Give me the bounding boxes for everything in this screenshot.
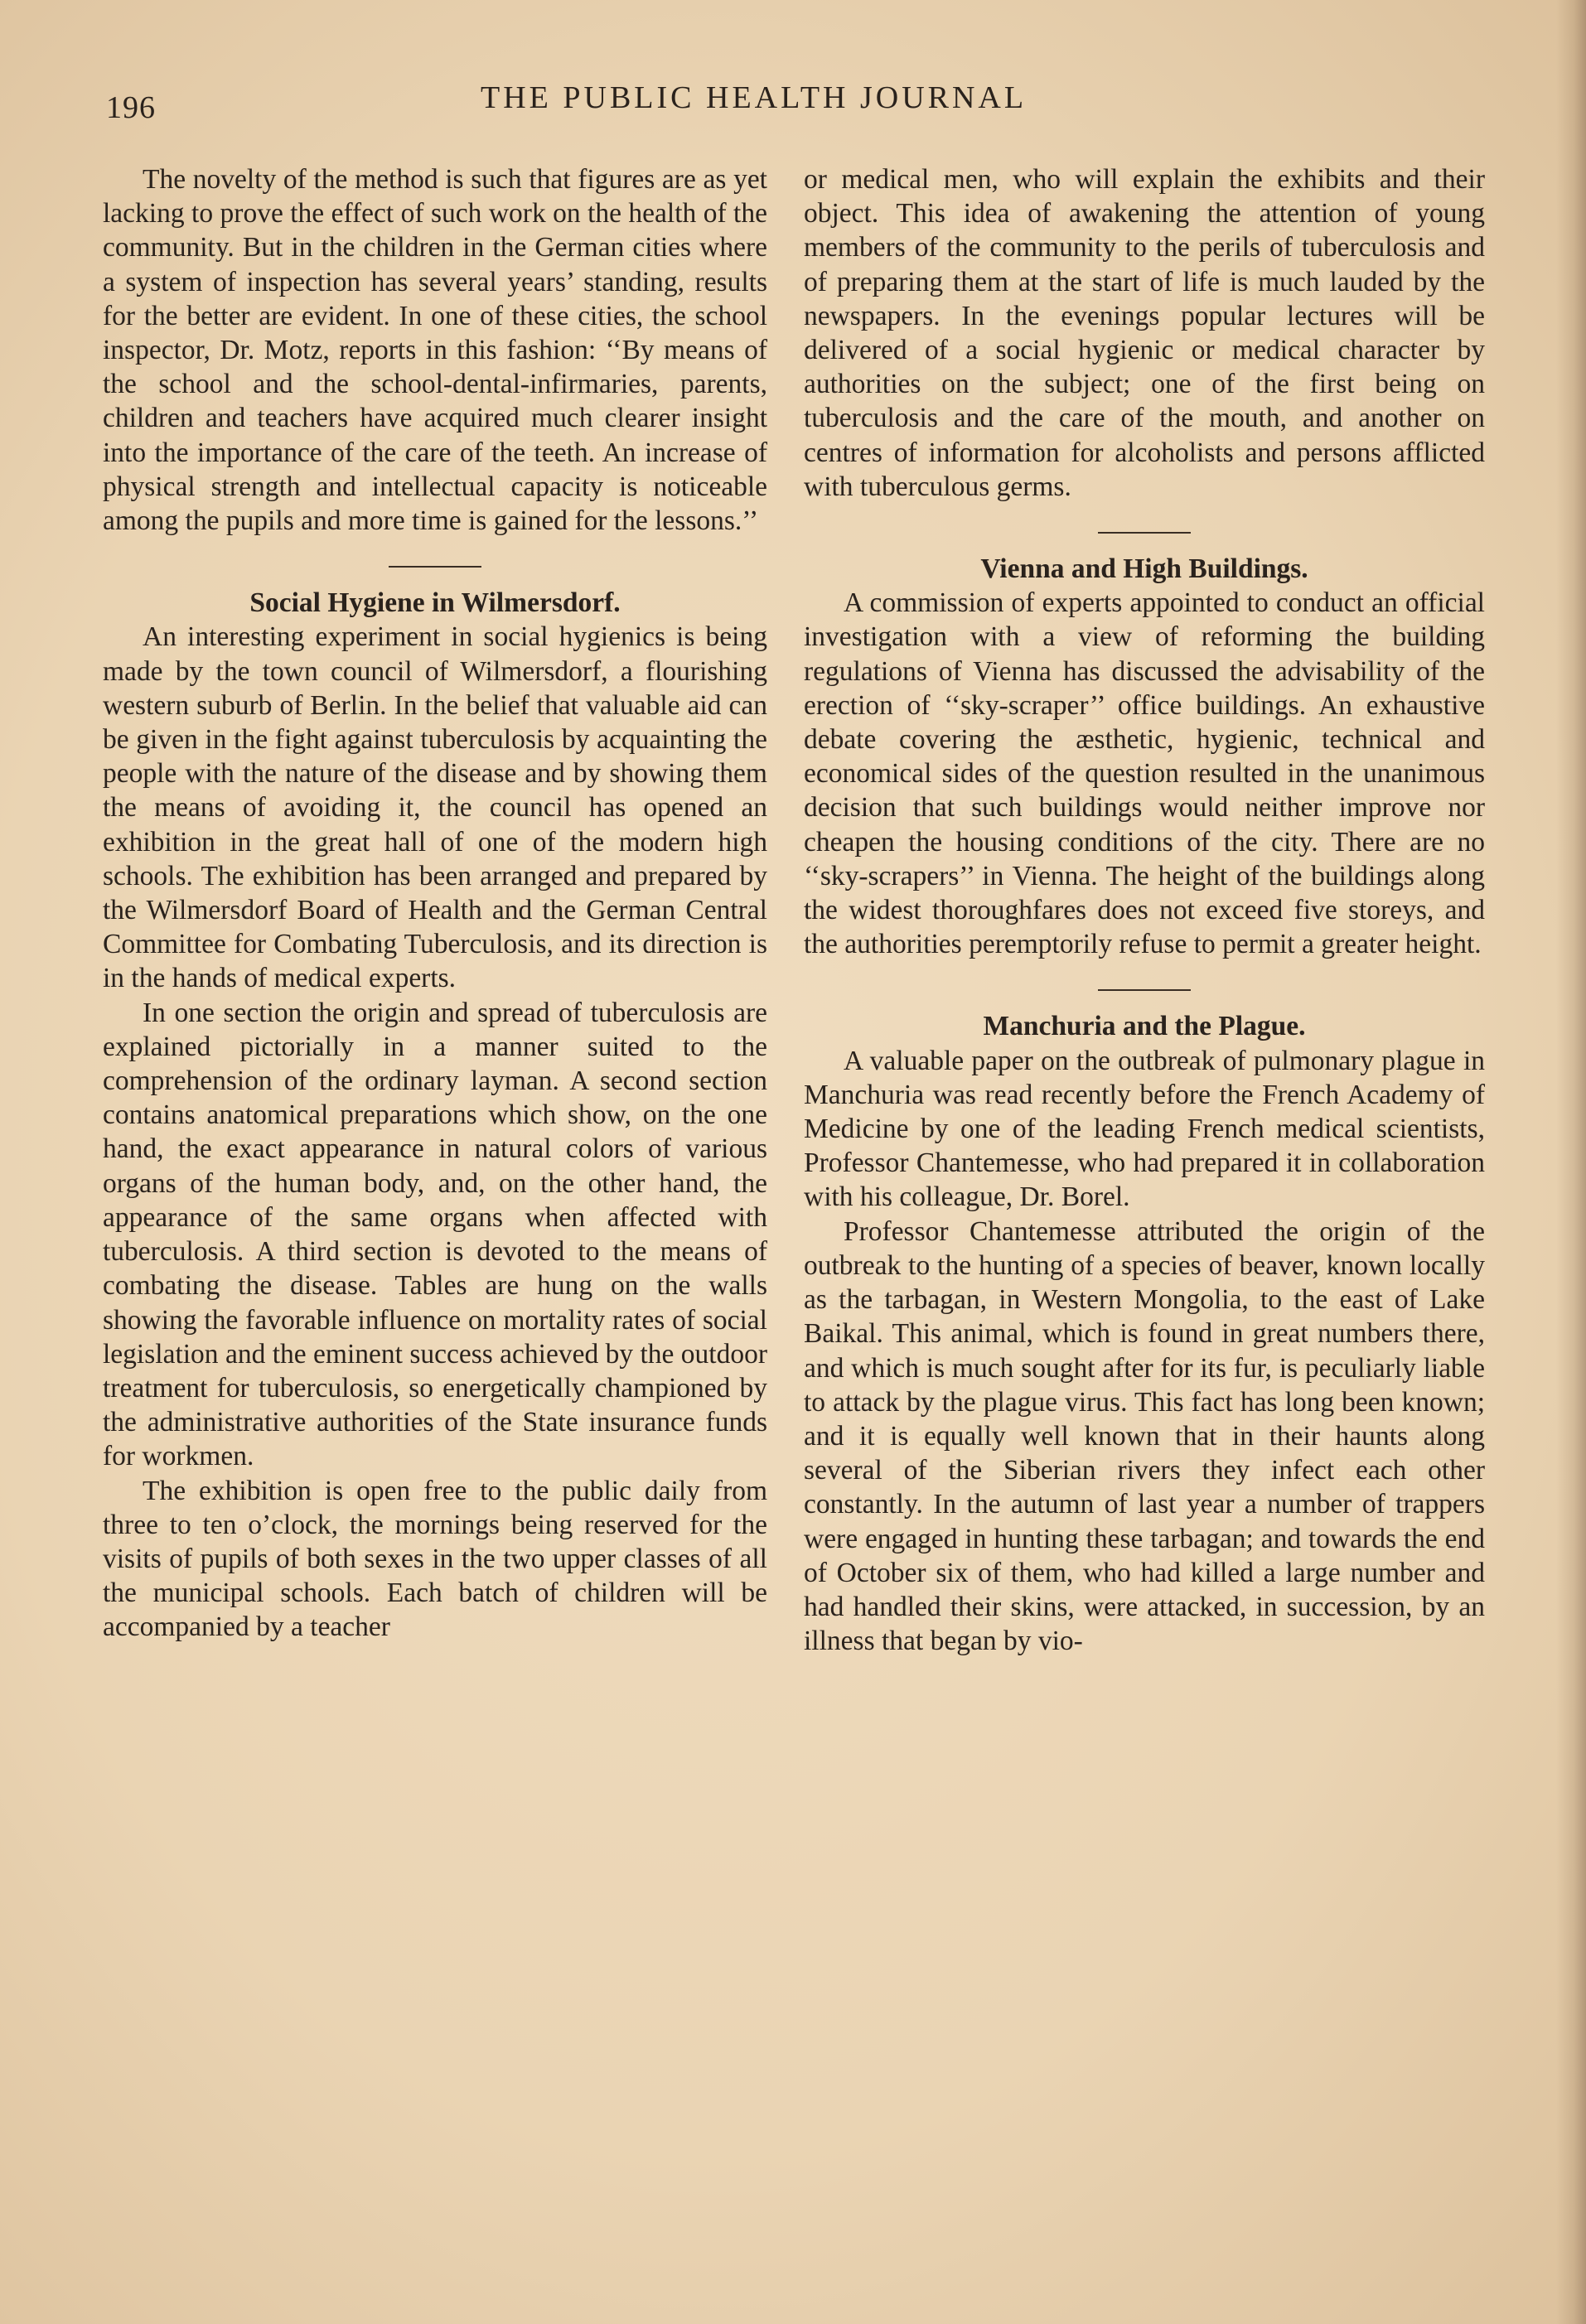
vienna-paragraph-1: A commission of experts appointed to conduct an official investigation with a view of reforming the building regulations of Vienna has discussed the advisability of the erection of ‘‘sky-scraper’’ office buildings. An exhaustive debate covering the æsthetic, hygienic, technical and economical sides of the question resulted in the unanimous decision that such buildings would neither improve nor cheapen the housing conditions of the city. There are no ‘‘sky-scrapers’’ in Vienna. The height of the buildings along the widest thoroughfares does not exceed five storeys, and the authorities peremptorily refuse to permit a greater height. [804, 587, 1485, 960]
wilmersdorf-paragraph-2: In one section the origin and spread of tuberculosis are explained pictorially in a manner suited to the comprehension of the ordinary layman. A second section contains anatomical preparations which show, on the one hand, the exact appearance in natural colors of various organs of the human body, and, on the other hand, the appearance of the same organs when affected with tuberculosis. A third section is devoted to the means of combating the disease. Tables are hung on the walls showing the favorable influence on mortality rates of social legislation and the eminent success achieved by the outdoor treatment for tuberculosis, so energetically championed by the administrative authorities of the State insurance funds for workmen. [103, 997, 767, 1472]
running-title: THE PUBLIC HEALTH JOURNAL [481, 80, 1028, 115]
section-heading-wilmersdorf: Social Hygiene in Wilmersdorf. [249, 587, 621, 619]
right-column [804, 162, 1485, 1658]
page-spine-shadow [1556, 0, 1586, 2324]
section-heading-vienna: Vienna and High Buildings. [980, 553, 1308, 585]
left-column [103, 162, 767, 1645]
page-number: 196 [106, 90, 156, 125]
manchuria-paragraph-1: A valuable paper on the outbreak of pulmonary plague in Manchuria was read recently before the French Academy of Medicine by one of the leading French medical scientists, Professor Chantemesse, who had prepared it in collaboration with his colleague, Dr. Borel. [804, 1045, 1485, 1213]
intro-paragraph: The novelty of the method is such that figures are as yet lacking to prove the effect of such work on the health of the community. But in the children in the German cities where a system of inspection has several years’ standing, results for the better are evident. In one of these cities, the school inspector, Dr. Motz, reports in this fashion: ‘‘By means of the school and the school-dental-infirmaries, parents, children and teachers have acquired much clearer insight into the importance of the care of the teeth. An increase of physical strength and intellectual capacity is noticeable among the pupils and more time is gained for the lessons.’’ [103, 164, 767, 537]
section-divider [1098, 532, 1191, 534]
wilmersdorf-paragraph-1: An interesting experiment in social hygienics is being made by the town council of Wilmersdorf, a flourishing western suburb of Berlin. In the belief that valuable aid can be given in the fight against tuberculosis by acquainting the people with the nature of the disease and by showing them the means of avoiding it, the council has opened an exhibition in the great hall of one of the modern high schools. The exhibition has been arranged and prepared by the Wilmersdorf Board of Health and the German Central Committee for Combating Tuberculosis, and its direction is in the hands of medical experts. [103, 621, 767, 994]
section-divider [389, 566, 481, 568]
section-divider [1098, 989, 1191, 991]
continued-paragraph: or medical men, who will explain the exhibits and their object. This idea of awakening the attention of young members of the community to the perils of tuberculosis and of preparing them at the start of life is much lauded by the newspapers. In the evenings popular lectures will be delivered of a social hygienic or medical character by authorities on the subject; one of the first being on tuberculosis and the care of the mouth, and another on centres of information for alcoholists and persons afflicted with tuberculous germs. [804, 164, 1485, 502]
manchuria-paragraph-2: Professor Chantemesse attributed the origin of the outbreak to the hunting of a species of beaver, known locally as the tarbagan, in Western Mongolia, to the east of Lake Baikal. This animal, which is found in great numbers there, and which is much sought after for its fur, is peculiarly liable to attack by the plague virus. This fact has long been known; and it is equally well known that in their haunts along several of the Siberian rivers they infect each other constantly. In the autumn of last year a number of trappers were engaged in hunting these tarbagan; and towards the end of October six of them, who had killed a large number and had handled their skins, were attacked, in succession, by an illness that began by vio- [804, 1215, 1485, 1657]
section-heading-manchuria: Manchuria and the Plague. [983, 1011, 1306, 1042]
wilmersdorf-paragraph-3: The exhibition is open free to the public daily from three to ten o’clock, the mornings being reserved for the visits of pupils of both sexes in the two upper classes of all the municipal schools. Each batch of children will be accompanied by a teacher [103, 1475, 767, 1643]
